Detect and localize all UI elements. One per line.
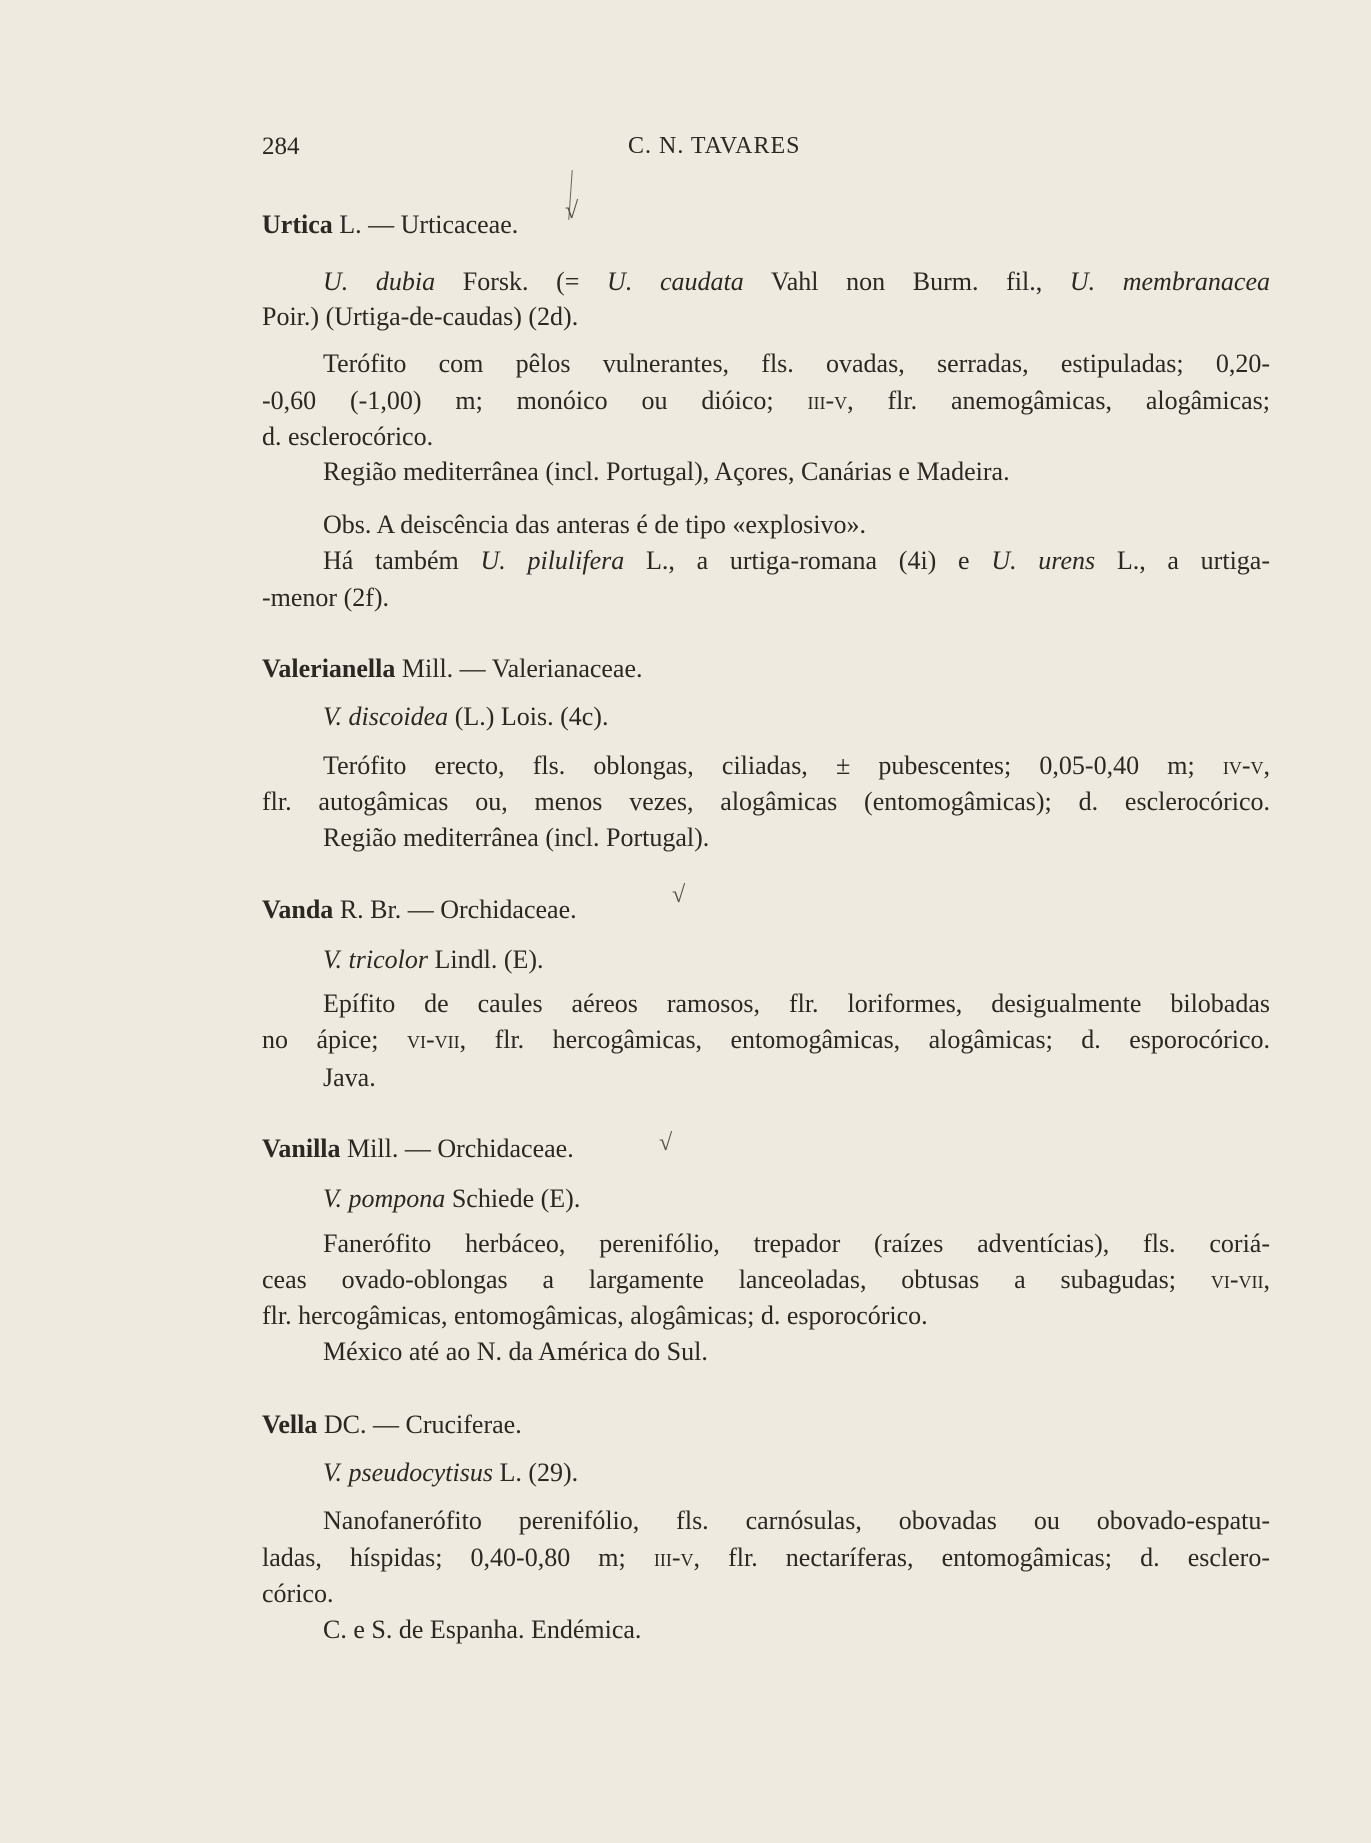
text-run: México até ao N. da América do Sul. (323, 1337, 708, 1366)
species-name: V. tricolor (323, 945, 428, 974)
text-run: Terófito com pêlos vulnerantes, fls. ovadas, serradas, estipuladas; 0,20- (323, 349, 1270, 378)
text-run: , flr. anemogâmicas, alogâmicas; (847, 386, 1270, 415)
text-run: -menor (2f). (262, 583, 390, 612)
species-name: U. membranacea (1069, 267, 1271, 296)
text-line (323, 1504, 1270, 1538)
text-line (323, 943, 1270, 977)
text-run: Vahl non Burm. fil., (743, 267, 1070, 296)
text-run: , flr. hercogâmicas, entomogâmicas, alogâmicas; d. esporocórico. (459, 1025, 1270, 1054)
text-line (262, 785, 1270, 819)
species-name: U. urens (991, 546, 1096, 575)
text-run: Região mediterrânea (incl. Portugal), Açores, Canárias e Madeira. (323, 457, 1010, 486)
text-run: ladas, híspidas; 0,40-0,80 m; (262, 1543, 654, 1572)
text-line (323, 347, 1270, 381)
text-line (323, 1182, 1270, 1216)
text-line (323, 1335, 1270, 1369)
text-line (262, 1263, 1270, 1297)
genus-heading: Vanda (262, 895, 334, 924)
text-run: flr. autogâmicas ou, menos vezes, alogâmicas (entomogâmicas); d. esclerocórico. (262, 787, 1270, 816)
text-line (262, 1023, 1270, 1057)
text-line (323, 821, 1270, 855)
text-run: Epífito de caules aéreos ramosos, flr. loriformes, desigualmente bilobadas (323, 989, 1270, 1018)
text-run: vi-vii (406, 1025, 460, 1054)
genus-heading: Urtica (262, 210, 333, 239)
text-run: , flr. nectaríferas, entomogâmicas; d. esclero- (693, 1543, 1270, 1572)
text-run: , (1263, 751, 1270, 780)
text-line (323, 1456, 1270, 1490)
text-run: Mill. — Orchidaceae. (340, 1134, 574, 1163)
text-run: Nanofanerófito perenifólio, fls. carnósulas, obovadas ou obovado-espatu- (323, 1506, 1270, 1535)
text-run: Java. (323, 1063, 376, 1092)
text-run: Lindl. (E). (427, 945, 544, 974)
text-line (323, 987, 1270, 1021)
text-line (323, 1227, 1270, 1261)
genus-heading: Vanilla (262, 1134, 341, 1163)
text-line (323, 265, 1270, 299)
text-line (323, 455, 1270, 489)
text-line (262, 652, 1270, 686)
text-run: d. esclerocórico. (262, 422, 434, 451)
text-run: , (1263, 1265, 1270, 1294)
text-run: flr. hercogâmicas, entomogâmicas, alogâmicas; d. esporocórico. (262, 1301, 928, 1330)
text-line (262, 1541, 1270, 1575)
genus-heading: Vella (262, 1410, 318, 1439)
text-line (262, 1577, 1270, 1611)
text-run: Obs. A deiscência das anteras é de tipo «explosivo». (323, 510, 866, 539)
text-run: iv-v (1222, 751, 1264, 780)
text-line (262, 384, 1270, 418)
text-line (262, 208, 1270, 242)
text-line (262, 581, 1270, 615)
check-mark-urtica: √ (565, 198, 579, 224)
text-run: Mill. — Valerianaceae. (395, 654, 643, 683)
species-name: V. pompona (323, 1184, 446, 1213)
text-run: L., a urtiga-romana (4i) e (624, 546, 992, 575)
text-line (323, 544, 1270, 578)
text-line (262, 1132, 1270, 1166)
species-name: U. caudata (607, 267, 744, 296)
species-name: V. discoidea (323, 702, 449, 731)
text-line (323, 700, 1270, 734)
page-number: 284 (262, 133, 300, 160)
text-line (262, 1299, 1270, 1333)
species-name: U. dubia (323, 267, 436, 296)
text-run: L. (29). (492, 1458, 579, 1487)
text-run: Fanerófito herbáceo, perenifólio, trepador (raízes adventícias), fls. coriá- (323, 1229, 1270, 1258)
species-name: U. pilulifera (480, 546, 625, 575)
text-run: L. — Urticaceae. (332, 210, 519, 239)
text-line (262, 420, 1270, 454)
text-run: vi-vii (1210, 1265, 1264, 1294)
text-run: L., a urtiga- (1095, 546, 1270, 575)
text-line (323, 749, 1270, 783)
check-mark-vanilla: √ (659, 1130, 673, 1156)
text-run: C. e S. de Espanha. Endémica. (323, 1615, 642, 1644)
text-run: córico. (262, 1579, 334, 1608)
check-mark-vanda: √ (672, 882, 686, 908)
text-run: R. Br. — Orchidaceae. (333, 895, 577, 924)
text-run: (L.) Lois. (4c). (448, 702, 609, 731)
genus-heading: Valerianella (262, 654, 396, 683)
text-run: Região mediterrânea (incl. Portugal). (323, 823, 710, 852)
text-run: iii-v (653, 1543, 694, 1572)
text-line (262, 300, 1270, 334)
text-run: iii-v (807, 386, 848, 415)
species-name: V. pseudocytisus (323, 1458, 493, 1487)
text-line (323, 1061, 1270, 1095)
text-run: Schiede (E). (445, 1184, 581, 1213)
text-run: -0,60 (-1,00) m; monóico ou dióico; (262, 386, 808, 415)
text-run: Forsk. (= (435, 267, 608, 296)
text-line (262, 893, 1270, 927)
text-line (323, 1613, 1270, 1647)
text-run: Poir.) (Urtiga-de-caudas) (2d). (262, 302, 579, 331)
running-head-author: C. N. TAVARES (628, 133, 801, 159)
text-run: no ápice; (262, 1025, 407, 1054)
text-run: ceas ovado-oblongas a largamente lanceoladas, obtusas a subagudas; (262, 1265, 1211, 1294)
text-run: DC. — Cruciferae. (317, 1410, 522, 1439)
text-run: Terófito erecto, fls. oblongas, ciliadas, ± pubescentes; 0,05-0,40 m; (323, 751, 1223, 780)
text-run: Há também (323, 546, 481, 575)
text-line (323, 508, 1270, 542)
text-line (262, 1408, 1270, 1442)
